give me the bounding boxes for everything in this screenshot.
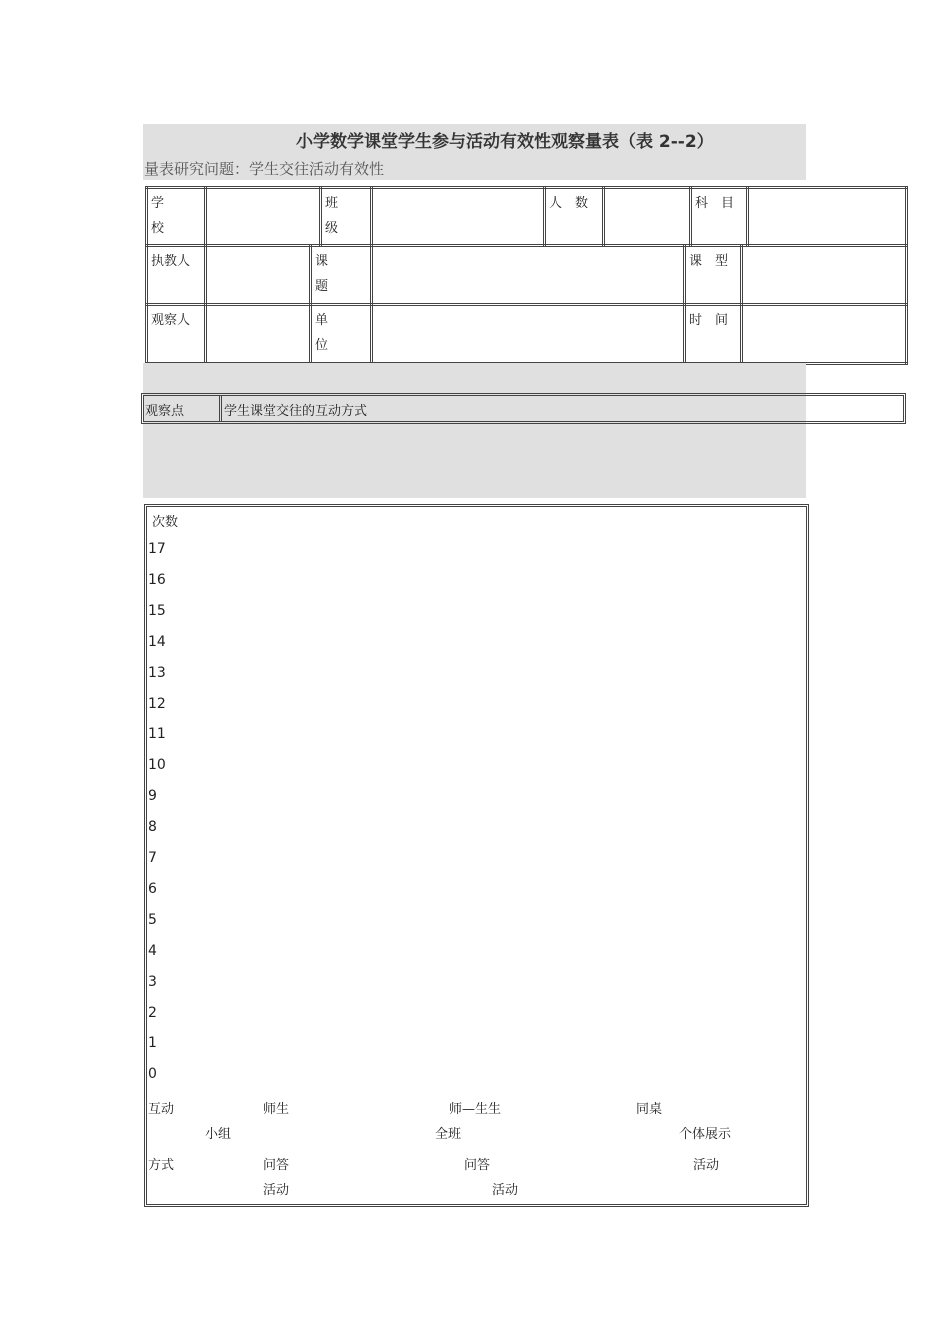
count-label: 人 数 [545, 188, 604, 246]
info-table-row3 [145, 303, 908, 365]
unit-label: 单 位 [311, 305, 372, 364]
observation-label: 观察点 [145, 404, 185, 419]
x-axis-label-line1: 互动 [148, 1102, 175, 1117]
category-label: 问答 [464, 1158, 491, 1173]
y-tick-label: 3 [148, 973, 157, 990]
teacher-label: 执教人 [147, 246, 206, 305]
y-tick-label: 16 [148, 571, 166, 588]
subject-field[interactable] [748, 188, 907, 246]
class-label: 班 级 [321, 188, 372, 246]
y-tick-label: 9 [148, 788, 157, 805]
class-field[interactable] [372, 188, 545, 246]
school-label: 学 校 [147, 188, 206, 246]
teacher-field[interactable] [206, 246, 311, 305]
category-label: 全班 [435, 1127, 462, 1142]
y-tick-label: 17 [148, 541, 166, 557]
y-tick-label: 15 [148, 602, 166, 619]
school-field[interactable] [206, 188, 321, 246]
y-tick-label: 2 [148, 1004, 157, 1021]
type-label: 课 型 [685, 246, 742, 305]
y-tick-label: 8 [148, 819, 157, 836]
category-label: 小组 [205, 1127, 232, 1142]
observer-label: 观察人 [147, 305, 206, 364]
category-label: 活动 [693, 1158, 720, 1173]
time-field[interactable] [742, 305, 907, 364]
y-tick-label: 11 [148, 726, 166, 743]
info-table-row2 [145, 244, 908, 306]
count-field[interactable] [604, 188, 691, 246]
y-tick-label: 0 [148, 1066, 157, 1083]
y-tick-label: 13 [148, 664, 166, 681]
category-label: 个体展示 [679, 1127, 732, 1142]
type-field[interactable] [742, 246, 907, 305]
observer-field[interactable] [206, 305, 311, 364]
y-tick-label: 1 [148, 1035, 157, 1052]
info-table [145, 186, 908, 247]
category-label: 同桌 [636, 1102, 663, 1117]
topic-field[interactable] [372, 246, 685, 305]
y-tick-label: 4 [148, 942, 157, 959]
y-tick-label: 12 [148, 695, 166, 712]
chart-ylabel: 次数 [152, 515, 179, 530]
category-label: 师生 [263, 1102, 290, 1117]
research-question: 量表研究问题：学生交往活动有效性 [144, 160, 385, 178]
page-title: 小学数学课堂学生参与活动有效性观察量表（表 2--2） [296, 132, 714, 152]
category-label: 师—生生 [449, 1102, 502, 1117]
observation-value: 学生课堂交往的互动方式 [224, 404, 368, 419]
y-tick-label: 14 [148, 633, 166, 650]
x-axis-label-line2: 方式 [148, 1158, 175, 1173]
category-label: 问答 [263, 1158, 290, 1173]
y-tick-label: 6 [148, 880, 157, 897]
topic-label: 课 题 [311, 246, 372, 305]
subject-label: 科 目 [691, 188, 748, 246]
time-label: 时 间 [685, 305, 742, 364]
y-tick-label: 7 [148, 850, 157, 866]
category-label: 活动 [263, 1183, 290, 1198]
observation-divider [219, 396, 222, 421]
y-tick-label: 10 [148, 757, 166, 774]
y-tick-label: 5 [148, 911, 157, 928]
unit-field[interactable] [372, 305, 685, 364]
category-label: 活动 [492, 1183, 519, 1198]
observation-band [143, 363, 806, 498]
